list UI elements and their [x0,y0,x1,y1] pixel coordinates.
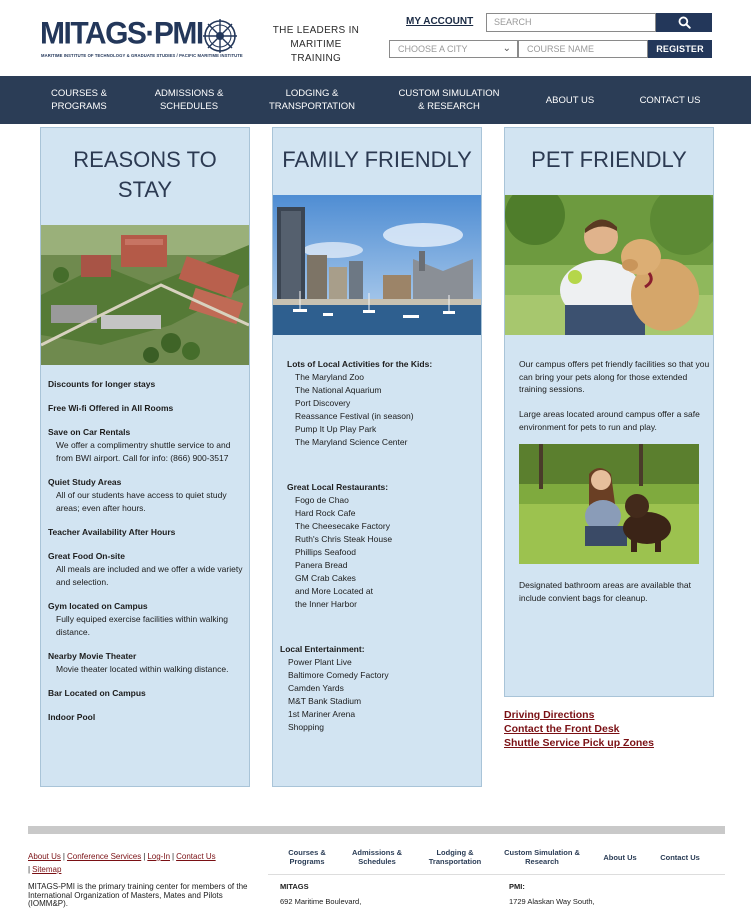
pet-text-1: Our campus offers pet friendly facilities so that you can bring your pets along for those extended training sessions. [519,359,710,394]
list-item: the Inner Harbor [295,599,357,609]
nav-custom-simulation[interactable]: CUSTOM SIMULATION & RESEARCH [398,88,500,112]
footer-conference-link[interactable]: Conference Services [66,852,142,861]
harbor-city-image [273,195,481,335]
search-button[interactable] [656,13,712,32]
list-item: Fogo de Chao [295,495,349,505]
shuttle-pickup-link[interactable]: Shuttle Service Pick up Zones [504,737,654,749]
kids-heading: Lots of Local Activities for the Kids: [287,359,433,369]
woman-with-dog-image [519,444,699,564]
family-title: FAMILY FRIENDLY [282,147,472,172]
register-button[interactable]: REGISTER [648,40,712,58]
list-item: Power Plant Live [288,657,352,667]
mitags-address: 692 Maritime Boulevard, [280,897,362,906]
course-name-input[interactable]: COURSE NAME [518,40,648,58]
footer-nav-contact[interactable]: Contact Us [660,853,700,862]
pet-text-3: Designated bathroom areas are available that include convient bags for cleanup. [519,580,691,603]
footer-nav-lodging[interactable]: Lodging & Transportation [428,848,482,866]
footer-nav-divider [268,874,725,875]
logo-wordmark: MITAGS·PMI [40,16,203,51]
list-item: Pump It Up Play Park [295,424,377,434]
list-item: Port Discovery [295,398,351,408]
local-restaurants [287,481,477,611]
reason-item: Indoor Pool [48,712,96,722]
man-with-dog-image [505,195,713,335]
list-item: GM Crab Cakes [295,573,356,583]
list-item: The Maryland Science Center [295,437,408,447]
footer-login-link[interactable]: Log-In [147,852,171,861]
pmi-address: 1729 Alaskan Way South, [509,897,595,906]
footer-description: MITAGS-PMI is the primary training center for members of the International Organization of Masters, Mates and Pilots (IOMM&P). [28,882,248,908]
list-item: Phillips Seafood [295,547,356,557]
footer-nav-about[interactable]: About Us [603,853,637,862]
footer-nav-admissions[interactable]: Admissions & Schedules [351,848,402,866]
family-column [272,127,482,787]
lodging-links [504,708,654,750]
list-item: Baltimore Comedy Factory [288,670,389,680]
list-item: Panera Bread [295,560,348,570]
site-logo[interactable] [40,16,243,59]
reasons-list [48,378,248,724]
list-item: Reassance Festival (in season) [295,411,414,421]
entertainment-heading: Local Entertainment: [280,644,365,654]
pet-title: PET FRIENDLY [531,147,687,172]
nav-about-us[interactable]: ABOUT US [545,94,595,106]
footer-nav-simulation[interactable]: Custom Simulation & Research [504,848,580,866]
reasons-column [40,127,250,787]
reason-item: Nearby Movie Theater Movie theater located within walking distance. [48,651,229,674]
list-item: Camden Yards [288,683,344,693]
chevron-down-icon: ⌄ [502,43,511,54]
campus-aerial-image [41,225,249,365]
driving-directions-link[interactable]: Driving Directions [504,709,595,721]
nav-courses-programs[interactable]: COURSES & PROGRAMS [51,88,107,112]
nav-contact-us[interactable]: CONTACT US [639,94,701,106]
footer-contact-link[interactable]: Contact Us [176,852,216,861]
pet-text-2: Large areas located around campus offer a safe environment for pets to run and play. [519,409,700,432]
site-tagline: THE LEADERS IN MARITIME TRAINING [272,25,360,64]
footer-sitemap-link[interactable]: Sitemap [32,865,62,874]
list-item: Shopping [288,722,324,732]
contact-front-desk-link[interactable]: Contact the Front Desk [504,723,620,735]
footer-utility-links: About Us | Conference Services | Log-In | Contact Us | Sitemap [28,852,216,874]
reasons-title: REASONS TO STAY [73,147,217,202]
search-icon [678,16,691,29]
footer-about-link[interactable]: About Us [28,852,61,861]
list-item: and More Located at [295,586,373,596]
footer-divider [28,826,725,834]
city-select[interactable] [389,40,518,58]
search-input[interactable]: SEARCH [486,13,656,32]
logo-tagline: MARITIME INSTITUTE OF TECHNOLOGY & GRADUATE STUDIES / PACIFIC MARITIME INSTITUTE [41,53,243,58]
footer-nav-courses[interactable]: Courses & Programs [288,848,326,866]
reason-item: Teacher Availability After Hours [48,527,176,537]
local-entertainment [280,643,470,734]
reason-item: Free Wi-fi Offered in All Rooms [48,403,174,413]
list-item: M&T Bank Stadium [288,696,362,706]
list-item: Hard Rock Cafe [295,508,356,518]
pmi-address-heading: PMI: [509,882,525,891]
list-item: The Cheesecake Factory [295,521,390,531]
nav-lodging-transportation[interactable]: LODGING & TRANSPORTATION [268,88,356,112]
list-item: The Maryland Zoo [295,372,364,382]
list-item: Ruth's Chris Steak House [295,534,393,544]
kids-activities [287,358,477,449]
reason-item: Quiet Study Areas All of our students have access to quiet study areas; even after hours. [48,477,227,513]
reason-item: Save on Car Rentals We offer a complimentry shuttle service to and from BWI airport. Call for info: (866) 900-3517 [48,427,231,463]
main-nav [0,76,751,124]
site-header [0,0,751,76]
my-account-link[interactable]: MY ACCOUNT [406,16,474,27]
reason-item: Gym located on Campus Fully equiped exercise facilities within walking distance. [48,601,228,637]
nav-admissions-schedules[interactable]: ADMISSIONS & SCHEDULES [154,88,224,112]
pet-column [504,127,714,697]
city-select-value: CHOOSE A CITY [398,44,468,54]
list-item: 1st Mariner Arena [288,709,356,719]
reason-item: Discounts for longer stays [48,379,156,389]
list-item: The National Aquarium [295,385,382,395]
reason-item: Bar Located on Campus [48,688,146,698]
mitags-address-heading: MITAGS [280,882,309,891]
ships-wheel-icon [202,18,238,54]
restaurants-heading: Great Local Restaurants: [287,482,389,492]
reason-item: Great Food On-site All meals are included and we offer a wide variety and selection. [48,551,243,587]
